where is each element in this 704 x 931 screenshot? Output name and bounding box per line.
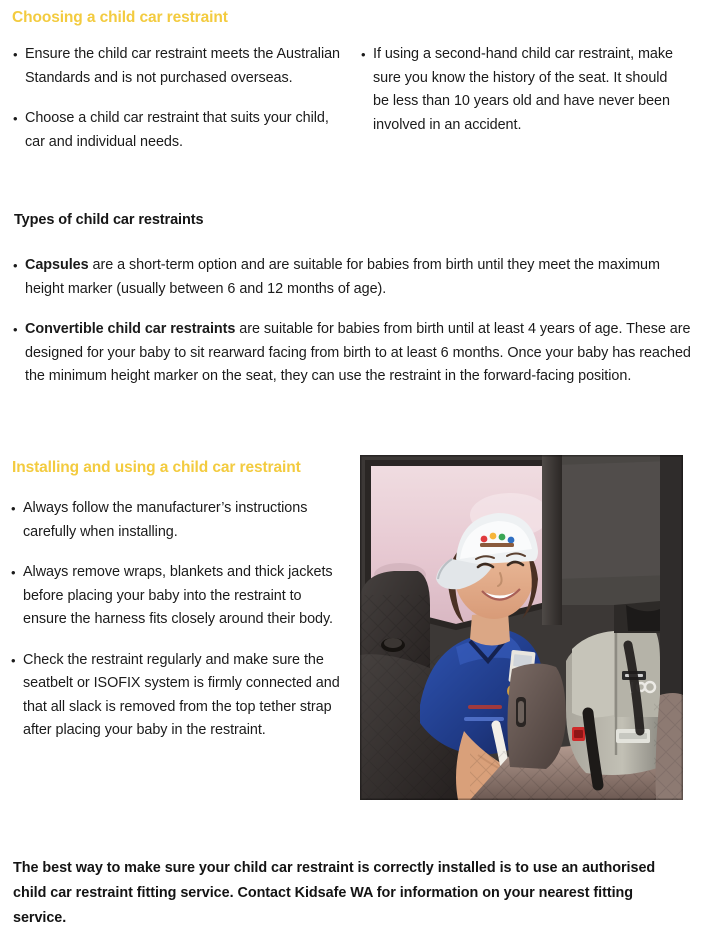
child-restraint-fitting-photo bbox=[360, 455, 683, 800]
choosing-right-column bbox=[342, 43, 682, 154]
choosing-right-bullet-list bbox=[360, 43, 682, 137]
section-heading-installing: Installing and using a child car restraint bbox=[12, 459, 301, 476]
fitting-service-statement: The best way to make sure your child car restraint is correctly installed is to use an authorised child car restraint fitting service. Contact Kidsafe WA for information on your nearest fitting service. bbox=[13, 860, 656, 927]
choosing-left-column bbox=[12, 43, 342, 154]
list-item: • Check the restraint regularly and make sure the seatbelt or ISOFIX system is firmly connected and that all slack is removed from the top tether strap after placing your baby in the restraint. bbox=[10, 649, 340, 743]
list-item-body: are a short-term option and are suitable for babies from birth until they meet the maximum height marker (usually between 6 and 12 months of age). bbox=[25, 257, 660, 297]
section-heading-choosing: Choosing a child car restraint bbox=[12, 9, 228, 26]
types-bullet-list bbox=[12, 254, 692, 389]
list-item: • If using a second-hand child car restraint, make sure you know the history of the seat. It should be less than 10 years old and have never been involved in an accident. bbox=[360, 43, 682, 137]
list-item: • Always remove wraps, blankets and thick jackets before placing your baby into the restraint to ensure the harness fits closely around their body. bbox=[10, 561, 340, 632]
list-item-lead: Capsules bbox=[25, 257, 89, 273]
list-item-lead: Convertible child car restraints bbox=[25, 321, 236, 337]
photo-illustration bbox=[360, 455, 683, 800]
choosing-left-bullet-list bbox=[12, 43, 342, 154]
list-item: • Always follow the manufacturer’s instructions carefully when installing. bbox=[10, 497, 340, 544]
list-item: • Choose a child car restraint that suits your child, car and individual needs. bbox=[12, 107, 342, 154]
list-item: • Ensure the child car restraint meets the Australian Standards and is not purchased overseas. bbox=[12, 43, 342, 90]
list-item bbox=[12, 254, 692, 301]
list-item bbox=[12, 318, 692, 389]
installing-bullet-list bbox=[10, 497, 340, 743]
section-heading-types: Types of child car restraints bbox=[14, 212, 204, 228]
choosing-two-column-block bbox=[12, 43, 692, 154]
list-item-body: are suitable for babies from birth until at least 4 years of age. These are designed for your baby to sit rearward facing from birth to at least 6 months. Once your baby has reached the minimum height marker on the seat, they can use the restraint in the forward-facing position. bbox=[25, 321, 691, 384]
